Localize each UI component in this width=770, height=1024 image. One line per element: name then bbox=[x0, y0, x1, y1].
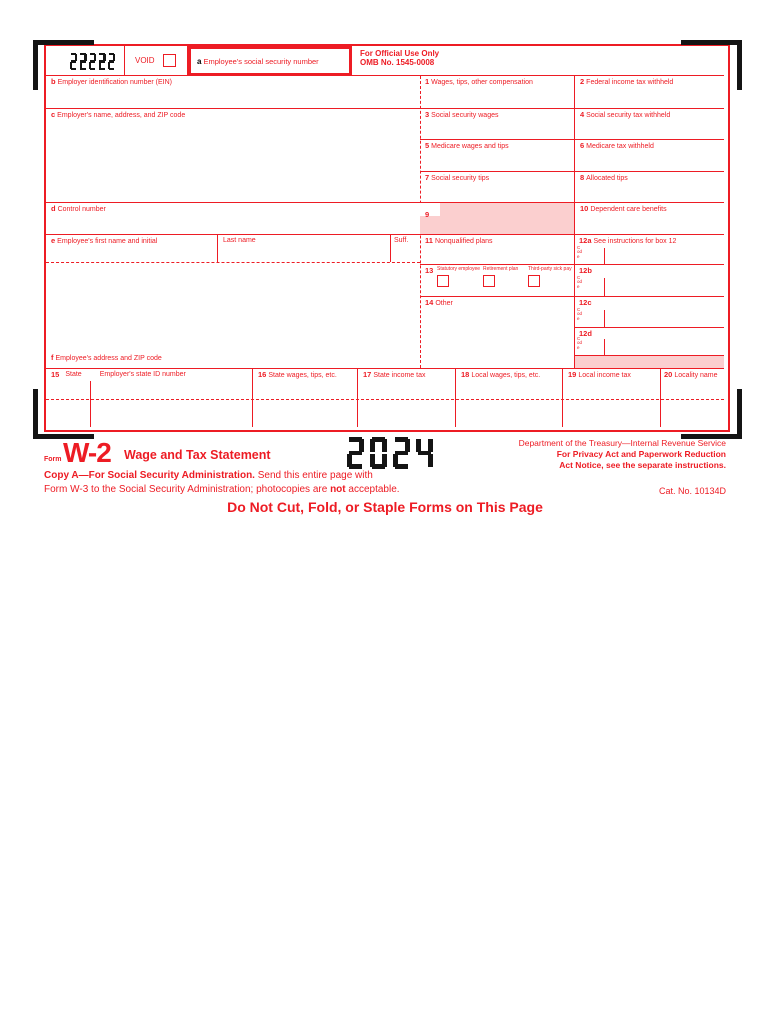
box-number: 4 bbox=[580, 110, 585, 119]
code-vertical-label: Code bbox=[577, 307, 583, 321]
form-number: W-2 bbox=[63, 437, 111, 468]
code-amount-divider bbox=[604, 310, 605, 327]
box-label: Dependent care benefits bbox=[590, 206, 667, 213]
code-amount-divider bbox=[604, 248, 605, 264]
void-cell bbox=[125, 46, 188, 76]
box-d-control-number bbox=[46, 202, 420, 234]
box-11-nonqualified-plans bbox=[420, 234, 574, 264]
retirement-plan-group bbox=[483, 267, 529, 290]
box-12c bbox=[574, 296, 724, 327]
copy-a-rest: Send this entire page with bbox=[254, 470, 373, 481]
copy-a-bold: Copy A—For Social Security Administration. bbox=[44, 470, 255, 481]
box-letter: d bbox=[51, 204, 56, 213]
void-checkbox[interactable] bbox=[163, 54, 176, 67]
form-header-row bbox=[46, 46, 724, 76]
box-label: State wages, tips, etc. bbox=[268, 372, 337, 379]
box-number: 3 bbox=[425, 110, 430, 119]
box-8-allocated-tips bbox=[574, 171, 724, 202]
box-number: 1 bbox=[425, 77, 430, 86]
form-title: Wage and Tax Statement bbox=[124, 448, 271, 462]
box-number: 12c bbox=[579, 298, 592, 307]
box-17-state-income-tax bbox=[357, 369, 455, 427]
box-number: 17 bbox=[363, 370, 372, 379]
box-19-local-income-tax bbox=[562, 369, 660, 427]
box-number: 19 bbox=[568, 370, 577, 379]
box-label: Social security tax withheld bbox=[586, 112, 671, 119]
box-9-shaded bbox=[420, 202, 574, 234]
omb-number: OMB No. 1545-0008 bbox=[360, 58, 435, 68]
box-f-label: Employee's address and ZIP code bbox=[55, 355, 162, 362]
copy-a-line2-post: acceptable. bbox=[345, 484, 400, 495]
box-number: 9 bbox=[425, 210, 430, 219]
registration-mark-bottom-left bbox=[33, 389, 94, 439]
box-number: 13 bbox=[425, 266, 434, 275]
box-6-medicare-tax bbox=[574, 139, 724, 171]
official-use-label: For Official Use Only bbox=[360, 49, 440, 58]
box-label: Social security tips bbox=[431, 175, 490, 182]
box-label: Medicare wages and tips bbox=[431, 143, 509, 150]
box-number: 6 bbox=[580, 141, 585, 150]
statutory-employee-label: Statutory employee bbox=[437, 266, 481, 272]
box-b-label: Employer identification number (EIN) bbox=[57, 79, 172, 86]
official-use-block bbox=[360, 49, 580, 67]
box-label: Medicare tax withheld bbox=[586, 143, 654, 150]
box-label: Local income tax bbox=[578, 372, 631, 379]
box-e-last-name bbox=[217, 234, 390, 262]
void-label: VOID bbox=[135, 56, 155, 65]
code-amount-divider bbox=[604, 339, 605, 355]
privacy-act-line-2: Act Notice, see the separate instructions. bbox=[559, 460, 726, 471]
box-label: Wages, tips, other compensation bbox=[431, 79, 533, 86]
registration-mark-bottom-right bbox=[681, 389, 742, 439]
box-c-label: Employer's name, address, and ZIP code bbox=[57, 112, 186, 119]
copy-a-line2-pre: Form W-3 to the Social Security Administration; photocopies are bbox=[44, 484, 331, 495]
box-number: 7 bbox=[425, 173, 430, 182]
box-e-label: Employee's first name and initial bbox=[57, 238, 158, 245]
privacy-act-line-1: For Privacy Act and Paperwork Reduction bbox=[556, 449, 726, 460]
form-word: Form bbox=[44, 456, 62, 463]
box-number: 16 bbox=[258, 370, 267, 379]
box-number: 14 bbox=[425, 298, 434, 307]
box-3-ss-wages bbox=[420, 108, 574, 139]
employer-state-id-label: Employer's state ID number bbox=[99, 371, 186, 378]
box-letter: a bbox=[197, 57, 202, 66]
box-12a bbox=[574, 234, 724, 264]
box-1-wages bbox=[420, 76, 574, 108]
code-vertical-label: Code bbox=[577, 245, 583, 259]
box-label: Social security wages bbox=[431, 112, 499, 119]
box-letter: e bbox=[51, 236, 56, 245]
box-number: 8 bbox=[580, 173, 585, 182]
treasury-line: Department of the Treasury—Internal Revenue Service bbox=[518, 438, 726, 448]
box-number: 12d bbox=[579, 329, 592, 338]
box-number: 12a bbox=[579, 236, 592, 245]
box-9-number-notch bbox=[420, 203, 440, 219]
retirement-plan-checkbox[interactable] bbox=[483, 275, 495, 287]
state-row-entry-line bbox=[46, 399, 724, 400]
box-letter: f bbox=[51, 353, 54, 362]
box-number: 10 bbox=[580, 204, 589, 213]
copy-a-line-2 bbox=[44, 484, 504, 495]
box-16-state-wages bbox=[252, 369, 357, 427]
box-label: Other bbox=[435, 300, 453, 307]
box-10-dependent-care bbox=[574, 202, 724, 234]
box-letter: b bbox=[51, 77, 56, 86]
box-e-suffix bbox=[390, 234, 420, 262]
box-b-ein bbox=[46, 76, 420, 108]
copy-a-not: not bbox=[330, 484, 346, 495]
third-party-sick-pay-label: Third-party sick pay bbox=[528, 266, 572, 272]
box-number: 2 bbox=[580, 77, 585, 86]
retirement-plan-label: Retirement plan bbox=[483, 266, 519, 272]
box-number: 12b bbox=[579, 266, 592, 275]
box-f-employee-address bbox=[46, 352, 420, 368]
box-e-first-name bbox=[46, 234, 217, 262]
box-label: Nonqualified plans bbox=[434, 238, 493, 245]
box-13-checkboxes bbox=[420, 264, 574, 296]
box-number: 11 bbox=[425, 236, 433, 245]
box-7-ss-tips bbox=[420, 171, 574, 202]
do-not-cut-warning: Do Not Cut, Fold, or Staple Forms on This Page bbox=[227, 499, 543, 515]
box-a-label: Employee's social security number bbox=[203, 57, 319, 66]
code-vertical-label: Code bbox=[577, 336, 583, 350]
shaded-strip bbox=[574, 355, 724, 368]
box-4-ss-tax bbox=[574, 108, 724, 139]
state-label: State bbox=[65, 371, 82, 378]
box-number: 18 bbox=[461, 370, 470, 379]
state-local-row bbox=[46, 368, 724, 426]
box-label: State income tax bbox=[373, 372, 426, 379]
last-name-label: Last name bbox=[223, 237, 256, 244]
treasury-block bbox=[406, 438, 726, 471]
suffix-label: Suff. bbox=[394, 237, 409, 244]
registration-mark-top-left bbox=[33, 40, 94, 90]
third-party-sick-pay-group bbox=[528, 267, 574, 290]
w2-form-grid bbox=[44, 44, 730, 432]
code-vertical-label: Code bbox=[577, 275, 583, 289]
box-12b bbox=[574, 264, 724, 296]
box-c-employer-name-address bbox=[46, 108, 420, 202]
box-number: 20 bbox=[664, 370, 673, 379]
box-label: See instructions for box 12 bbox=[593, 238, 677, 245]
box-number: 5 bbox=[425, 141, 430, 150]
third-party-sick-pay-checkbox[interactable] bbox=[528, 275, 540, 287]
box-14-other bbox=[420, 296, 574, 368]
catalog-number: Cat. No. 10134D bbox=[658, 486, 726, 496]
employee-name-entry-line bbox=[46, 262, 420, 263]
statutory-employee-checkbox[interactable] bbox=[437, 275, 449, 287]
copy-a-line-1 bbox=[44, 470, 464, 481]
box-label: Allocated tips bbox=[586, 175, 628, 182]
box-a-employee-ssn bbox=[188, 46, 352, 76]
box-number: 15 bbox=[51, 370, 60, 379]
box-label: Locality name bbox=[674, 372, 718, 379]
box-18-local-wages bbox=[455, 369, 562, 427]
box-5-medicare-wages bbox=[420, 139, 574, 171]
box-12d bbox=[574, 327, 724, 355]
box-letter: c bbox=[51, 110, 56, 119]
box-label: Local wages, tips, etc. bbox=[471, 372, 541, 379]
code-amount-divider bbox=[604, 278, 605, 296]
statutory-employee-group bbox=[437, 267, 483, 290]
box-d-label: Control number bbox=[57, 206, 106, 213]
box-label: Federal income tax withheld bbox=[586, 79, 674, 86]
registration-mark-top-right bbox=[681, 40, 742, 90]
